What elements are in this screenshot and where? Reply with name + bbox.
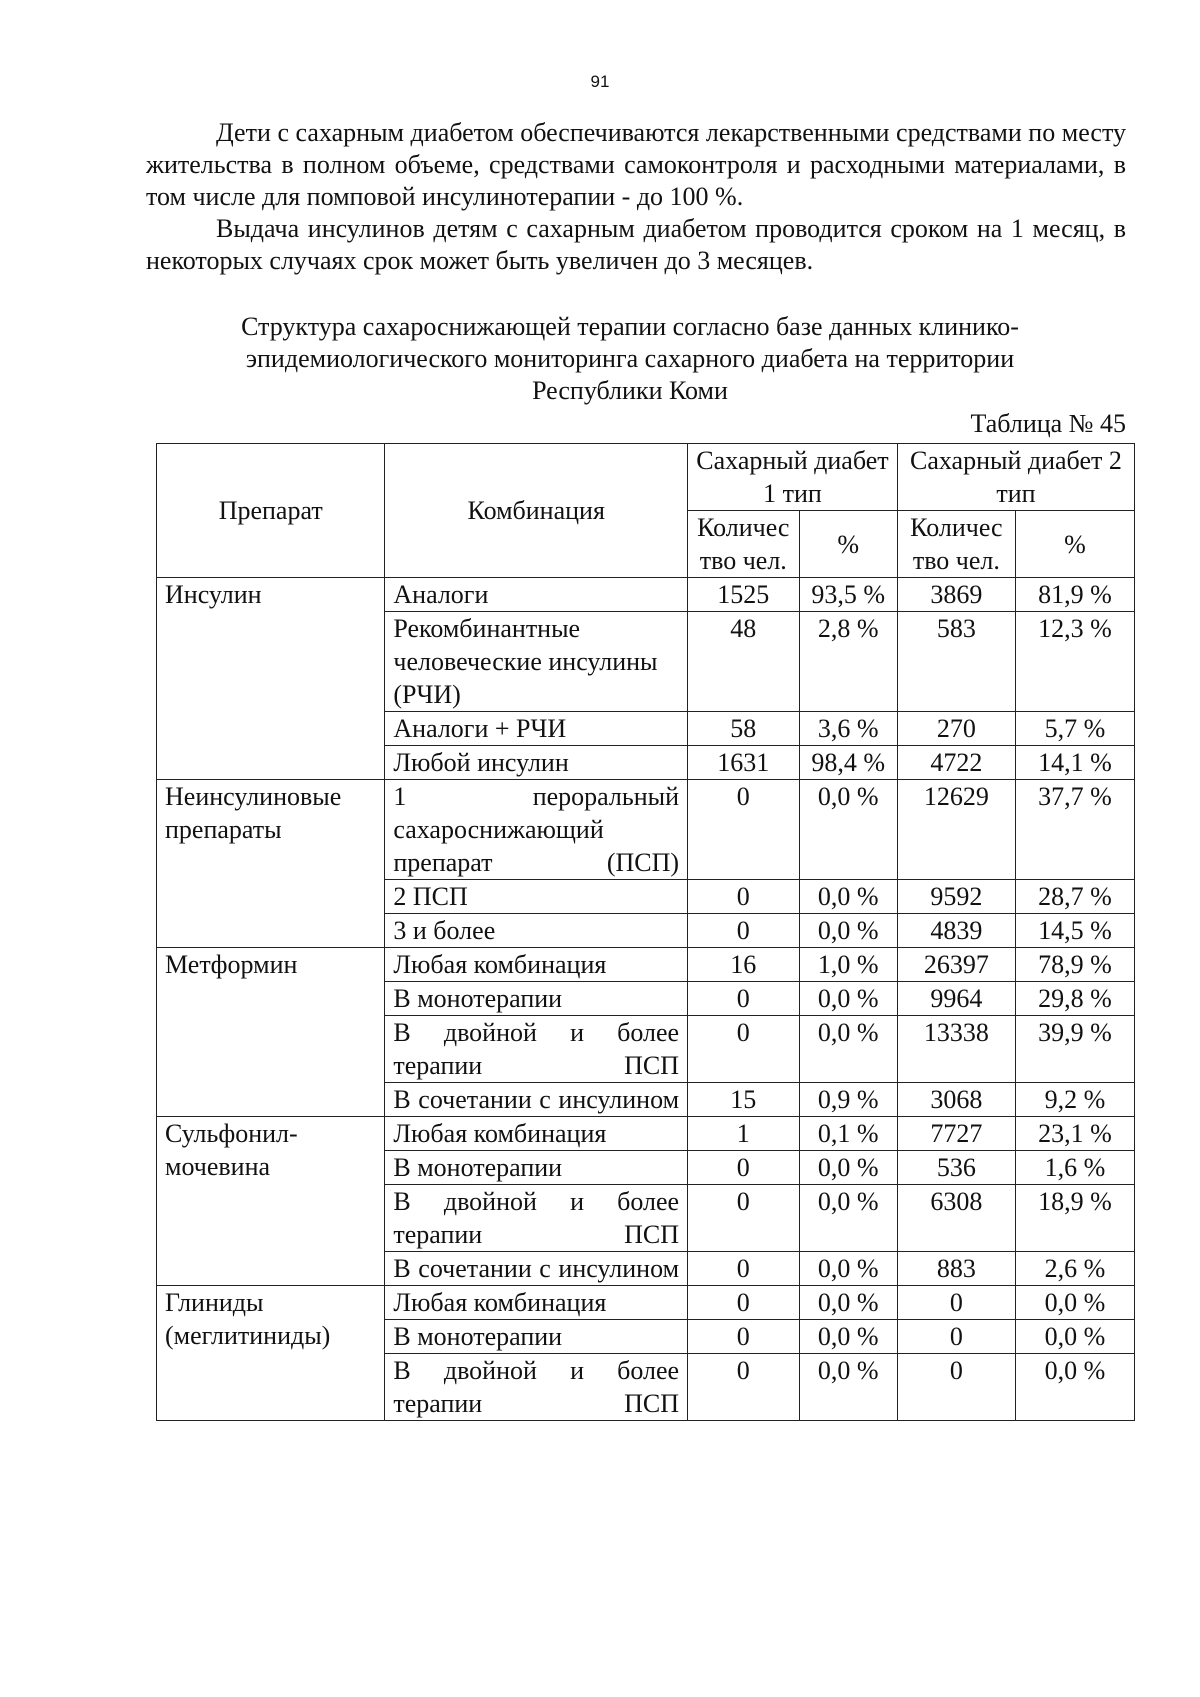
cell-count-type1: 58 <box>688 712 799 746</box>
cell-drug: Неинсулиновые препараты <box>157 780 385 948</box>
table-row <box>157 780 1135 880</box>
cell-pct-type2: 78,9 % <box>1015 948 1134 982</box>
cell-pct-type2: 1,6 % <box>1015 1151 1134 1185</box>
cell-combination: В монотерапии <box>385 1151 688 1185</box>
cell-count-type1: 0 <box>688 1016 799 1083</box>
cell-count-type1: 16 <box>688 948 799 982</box>
cell-count-type2: 4839 <box>897 914 1015 948</box>
cell-pct-type1: 0,0 % <box>799 1252 897 1286</box>
cell-combination: В сочетании с инсулином <box>385 1252 688 1286</box>
cell-count-type2: 3068 <box>897 1083 1015 1117</box>
cell-combination: В двойной и более терапии ПСП <box>385 1016 688 1083</box>
page-number: 91 <box>590 72 610 91</box>
cell-pct-type1: 0,0 % <box>799 914 897 948</box>
cell-count-type1: 0 <box>688 780 799 880</box>
cell-pct-type1: 0,0 % <box>799 1016 897 1083</box>
cell-combination: В сочетании с инсулином <box>385 1083 688 1117</box>
cell-pct-type1: 98,4 % <box>799 746 897 780</box>
table-row <box>157 1286 1135 1320</box>
cell-count-type1: 0 <box>688 880 799 914</box>
cell-count-type1: 0 <box>688 914 799 948</box>
therapy-table <box>156 443 1135 1421</box>
cell-count-type2: 270 <box>897 712 1015 746</box>
cell-combination: В монотерапии <box>385 1320 688 1354</box>
header-type2: Сахарный диабет 2 тип <box>897 444 1134 511</box>
cell-combination: Любая комбинация <box>385 1286 688 1320</box>
table-title: Структура сахароснижающей терапии согласно базе данных клинико-эпидемиологического мониторинга сахарного диабета на территории Республики Коми <box>241 312 1019 405</box>
cell-pct-type1: 0,0 % <box>799 1286 897 1320</box>
cell-drug: Метформин <box>157 948 385 1117</box>
header-pct-type1: % <box>799 511 897 578</box>
cell-count-type1: 48 <box>688 612 799 712</box>
cell-count-type1: 0 <box>688 1185 799 1252</box>
cell-combination: В монотерапии <box>385 982 688 1016</box>
cell-combination: В двойной и более терапии ПСП <box>385 1185 688 1252</box>
cell-count-type2: 0 <box>897 1320 1015 1354</box>
cell-count-type2: 13338 <box>897 1016 1015 1083</box>
table-number: Таблица № 45 <box>970 409 1126 438</box>
cell-count-type2: 12629 <box>897 780 1015 880</box>
cell-pct-type1: 3,6 % <box>799 712 897 746</box>
cell-drug: Глиниды (меглитиниды) <box>157 1286 385 1421</box>
header-type1: Сахарный диабет 1 тип <box>688 444 898 511</box>
cell-pct-type1: 0,0 % <box>799 780 897 880</box>
cell-combination: Любой инсулин <box>385 746 688 780</box>
table-row <box>157 1117 1135 1151</box>
table-header-row-1 <box>157 444 1135 511</box>
cell-pct-type2: 0,0 % <box>1015 1320 1134 1354</box>
cell-pct-type2: 14,1 % <box>1015 746 1134 780</box>
cell-count-type2: 9592 <box>897 880 1015 914</box>
cell-combination: Любая комбинация <box>385 1117 688 1151</box>
cell-count-type1: 0 <box>688 1354 799 1421</box>
cell-pct-type1: 0,0 % <box>799 982 897 1016</box>
cell-pct-type1: 93,5 % <box>799 578 897 612</box>
cell-pct-type1: 2,8 % <box>799 612 897 712</box>
cell-count-type2: 26397 <box>897 948 1015 982</box>
cell-count-type1: 0 <box>688 1320 799 1354</box>
cell-pct-type2: 0,0 % <box>1015 1354 1134 1421</box>
cell-pct-type1: 0,0 % <box>799 1320 897 1354</box>
cell-count-type2: 6308 <box>897 1185 1015 1252</box>
cell-combination: 2 ПСП <box>385 880 688 914</box>
cell-count-type1: 0 <box>688 982 799 1016</box>
cell-count-type1: 0 <box>688 1286 799 1320</box>
cell-count-type2: 0 <box>897 1286 1015 1320</box>
cell-pct-type1: 0,0 % <box>799 1185 897 1252</box>
cell-count-type2: 7727 <box>897 1117 1015 1151</box>
cell-pct-type2: 81,9 % <box>1015 578 1134 612</box>
cell-combination: В двойной и более терапии ПСП <box>385 1354 688 1421</box>
cell-pct-type1: 0,0 % <box>799 1354 897 1421</box>
header-count-type1: Количество чел. <box>688 511 799 578</box>
cell-combination: Аналоги <box>385 578 688 612</box>
cell-count-type2: 583 <box>897 612 1015 712</box>
cell-count-type2: 9964 <box>897 982 1015 1016</box>
cell-pct-type2: 12,3 % <box>1015 612 1134 712</box>
cell-pct-type2: 39,9 % <box>1015 1016 1134 1083</box>
cell-count-type2: 4722 <box>897 746 1015 780</box>
cell-count-type2: 0 <box>897 1354 1015 1421</box>
table-body <box>157 578 1135 1421</box>
cell-count-type2: 536 <box>897 1151 1015 1185</box>
paragraph-2: Выдача инсулинов детям с сахарным диабетом проводится сроком на 1 месяц, в некоторых случаях срок может быть увеличен до 3 месяцев. <box>146 214 1126 275</box>
cell-combination: Рекомбинантные человеческие инсулины (РЧИ) <box>385 612 688 712</box>
cell-pct-type1: 0,0 % <box>799 1151 897 1185</box>
cell-count-type1: 0 <box>688 1252 799 1286</box>
cell-pct-type2: 0,0 % <box>1015 1286 1134 1320</box>
cell-pct-type2: 29,8 % <box>1015 982 1134 1016</box>
header-pct-type2: % <box>1015 511 1134 578</box>
cell-pct-type2: 2,6 % <box>1015 1252 1134 1286</box>
cell-pct-type2: 5,7 % <box>1015 712 1134 746</box>
cell-drug: Инсулин <box>157 578 385 780</box>
cell-pct-type2: 28,7 % <box>1015 880 1134 914</box>
cell-pct-type1: 0,1 % <box>799 1117 897 1151</box>
paragraph-1: Дети с сахарным диабетом обеспечиваются лекарственными средствами по месту жительства в полном объеме, средствами самоконтроля и расходными материалами, в том числе для помповой инсулинотерапии - до 100 %. <box>146 118 1126 211</box>
cell-combination: Любая комбинация <box>385 948 688 982</box>
header-count-type2: Количество чел. <box>897 511 1015 578</box>
cell-count-type1: 1525 <box>688 578 799 612</box>
table-row <box>157 578 1135 612</box>
cell-count-type2: 883 <box>897 1252 1015 1286</box>
cell-pct-type2: 37,7 % <box>1015 780 1134 880</box>
cell-pct-type1: 0,9 % <box>799 1083 897 1117</box>
cell-count-type1: 15 <box>688 1083 799 1117</box>
cell-pct-type2: 23,1 % <box>1015 1117 1134 1151</box>
header-drug: Препарат <box>157 444 385 578</box>
cell-pct-type1: 0,0 % <box>799 880 897 914</box>
cell-count-type2: 3869 <box>897 578 1015 612</box>
cell-count-type1: 1 <box>688 1117 799 1151</box>
cell-combination: 3 и более <box>385 914 688 948</box>
cell-drug: Сульфонил-мочевина <box>157 1117 385 1286</box>
cell-combination: Аналоги + РЧИ <box>385 712 688 746</box>
cell-pct-type2: 9,2 % <box>1015 1083 1134 1117</box>
cell-pct-type1: 1,0 % <box>799 948 897 982</box>
header-combination: Комбинация <box>385 444 688 578</box>
table-row <box>157 948 1135 982</box>
cell-count-type1: 0 <box>688 1151 799 1185</box>
cell-pct-type2: 18,9 % <box>1015 1185 1134 1252</box>
cell-count-type1: 1631 <box>688 746 799 780</box>
cell-combination: 1 пероральный сахароснижающий препарат (ПСП) <box>385 780 688 880</box>
cell-pct-type2: 14,5 % <box>1015 914 1134 948</box>
